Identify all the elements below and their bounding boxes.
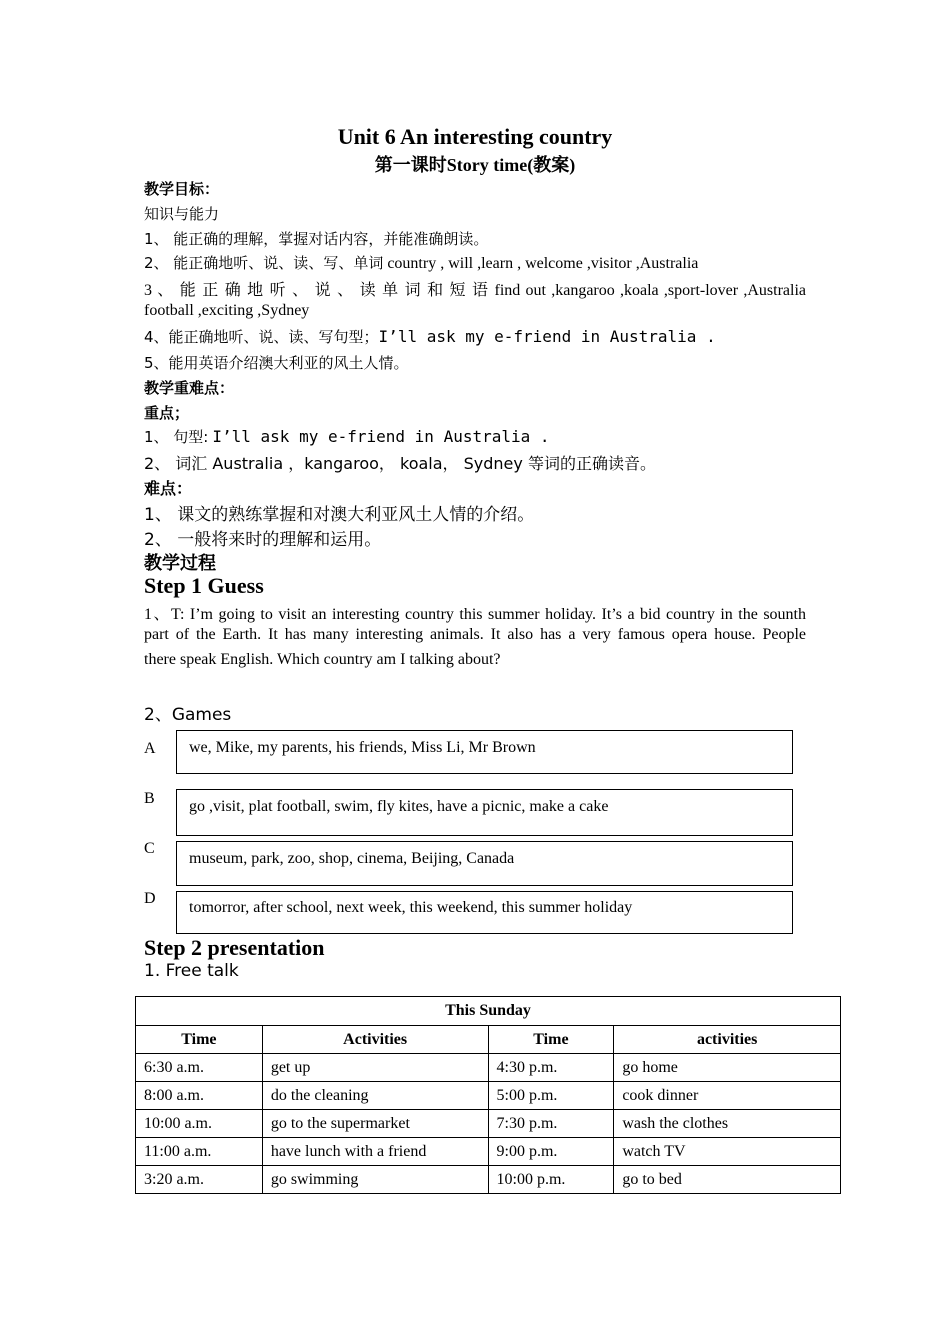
- goal-2-cn: 2、 能正确地听、说、读、写、单词: [144, 254, 384, 272]
- game-text-c: museum, park, zoo, shop, cinema, Beijing, Canada: [189, 850, 515, 867]
- process-heading: 教学过程: [144, 553, 216, 574]
- goal-2-en: country , will ,learn , welcome ,visitor ,Australia: [387, 255, 699, 272]
- table-row: [136, 1110, 841, 1138]
- goals-subheading: 知识与能力: [144, 205, 220, 223]
- key-2: 2、 词汇 Australia ，kangaroo， koala， Sydney 等词的正确读音。: [144, 454, 656, 473]
- table-header-row: [136, 1026, 841, 1054]
- game-box-a: [176, 730, 793, 774]
- table-cell: 4:30 p.m.: [488, 1054, 614, 1082]
- table-cell: 3:20 a.m.: [136, 1166, 263, 1194]
- column-header: Time: [136, 1026, 263, 1054]
- table-row: [136, 1054, 841, 1082]
- key-1: [144, 426, 550, 447]
- game-letter-d: D: [144, 890, 156, 907]
- subtitle-cn: 第一课时: [374, 155, 447, 176]
- page-title: Unit 6 An interesting country: [337, 124, 613, 149]
- table-cell: do the cleaning: [262, 1082, 488, 1110]
- game-text-a: we, Mike, my parents, his friends, Miss Li, Mr Brown: [189, 739, 536, 756]
- goals-heading: 教学目标：: [144, 180, 220, 198]
- step1-line3: there speak English. Which country am I talking about?: [144, 651, 501, 668]
- goal-2: [144, 252, 698, 273]
- goal-4-cn: 4、能正确地听、说、读、写句型；: [144, 328, 379, 346]
- table-cell: go swimming: [262, 1166, 488, 1194]
- table-cell: have lunch with a friend: [262, 1138, 488, 1166]
- games-label: 2、Games: [144, 705, 232, 725]
- page-subtitle: [0, 151, 950, 177]
- table-row: [136, 1166, 841, 1194]
- column-header: activities: [614, 1026, 841, 1054]
- step2-heading: Step 2 presentation: [144, 935, 325, 960]
- game-letter-b: B: [144, 790, 155, 807]
- key-heading: 教学重难点：: [144, 379, 235, 397]
- table-cell: go to bed: [614, 1166, 841, 1194]
- difficulty-heading: 难点：: [144, 479, 193, 498]
- table-cell: 11:00 a.m.: [136, 1138, 263, 1166]
- goal-3-line1: 3 、 能 正 确 地 听 、 说 、 读 单 词 和 短 语 find out ,kangaroo ,koala ,sport-lover ,Australia: [144, 282, 806, 299]
- table-cell: watch TV: [614, 1138, 841, 1166]
- game-letter-a: A: [144, 740, 156, 757]
- goal-1: 1、 能正确的理解，掌握对话内容，并能准确朗读。: [144, 230, 489, 248]
- game-box-d: [176, 891, 793, 934]
- key-subheading: 重点；: [144, 404, 190, 422]
- game-text-b: go ,visit, plat football, swim, fly kites, have a picnic, make a cake: [189, 798, 609, 815]
- step1-line2: part of the Earth. It has many interesting animals. It also has a very famous opera house. People: [144, 626, 806, 643]
- table-cell: 5:00 p.m.: [488, 1082, 614, 1110]
- step1-heading: Step 1 Guess: [144, 573, 264, 598]
- table-caption-row: [136, 997, 841, 1026]
- table-cell: 6:30 a.m.: [136, 1054, 263, 1082]
- goal-4-en: I’ll ask my e-friend in Australia .: [378, 327, 716, 346]
- table-cell: go home: [614, 1054, 841, 1082]
- table-cell: get up: [262, 1054, 488, 1082]
- key-1-en: I’ll ask my e-friend in Australia .: [212, 427, 550, 446]
- difficulty-1: 1、 课文的熟练掌握和对澳大利亚风土人情的介绍。: [144, 505, 535, 525]
- goal-3-line2: football ,exciting ,Sydney: [144, 302, 310, 319]
- game-text-d: tomorror, after school, next week, this weekend, this summer holiday: [189, 899, 633, 916]
- step1-line1: 1、T: I’m going to visit an interesting country this summer holiday. It’s a bid country in the sounth: [144, 606, 806, 623]
- table-cell: wash the clothes: [614, 1110, 841, 1138]
- table-cell: 9:00 p.m.: [488, 1138, 614, 1166]
- key-1-cn: 1、 句型:: [144, 428, 209, 446]
- game-box-b: [176, 789, 793, 836]
- subtitle-en: Story time(: [446, 155, 534, 175]
- table-cell: 10:00 p.m.: [488, 1166, 614, 1194]
- column-header: Time: [488, 1026, 614, 1054]
- free-talk-label: 1. Free talk: [144, 961, 239, 981]
- table-row: [136, 1138, 841, 1166]
- table-cell: 8:00 a.m.: [136, 1082, 263, 1110]
- table-row: [136, 1082, 841, 1110]
- subtitle-cn2: 教案: [533, 155, 570, 176]
- table-cell: 7:30 p.m.: [488, 1110, 614, 1138]
- game-letter-c: C: [144, 840, 155, 857]
- schedule-table: [135, 996, 841, 1194]
- goal-5: 5、能用英语介绍澳大利亚的风土人情。: [144, 354, 409, 372]
- table-cell: 10:00 a.m.: [136, 1110, 263, 1138]
- column-header: Activities: [262, 1026, 488, 1054]
- table-caption: This Sunday: [136, 997, 841, 1026]
- subtitle-end: ): [569, 155, 576, 175]
- game-box-c: [176, 841, 793, 886]
- table-cell: go to the supermarket: [262, 1110, 488, 1138]
- table-cell: cook dinner: [614, 1082, 841, 1110]
- goal-4: [144, 326, 716, 347]
- difficulty-2: 2、 一般将来时的理解和运用。: [144, 530, 382, 550]
